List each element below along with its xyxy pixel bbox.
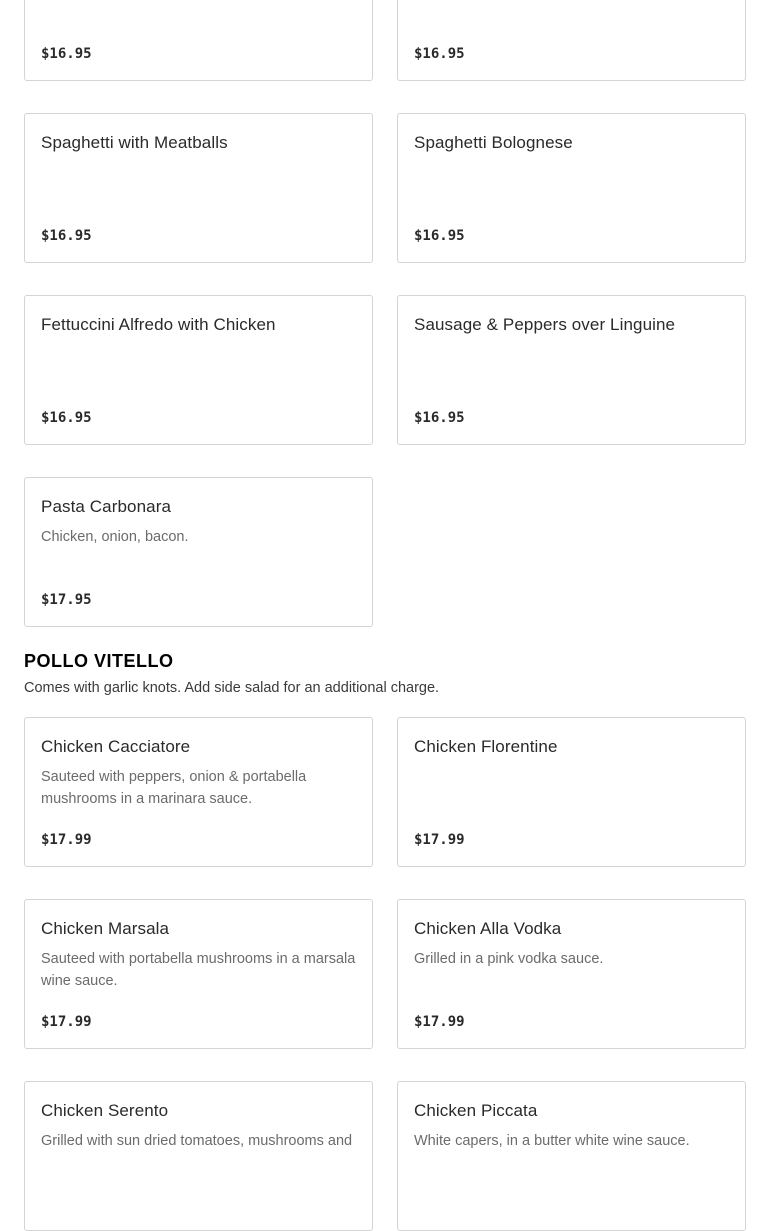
menu-item-name: Chicken Piccata (414, 1101, 538, 1120)
menu-item-description: Sauteed with portabella mushrooms in a marsala wine sauce. (41, 951, 356, 989)
menu-item-chicken-marsala[interactable] (24, 899, 373, 1049)
menu-item-price: $16.95 (414, 46, 465, 62)
menu-item-chicken-alla-vodka[interactable] (397, 899, 746, 1049)
menu-item-name: Chicken Marsala (41, 919, 170, 938)
menu-item-sausage-peppers[interactable] (397, 295, 746, 445)
menu-item-price: $16.95 (41, 410, 92, 426)
section-title: POLLO VITELLO (24, 651, 174, 671)
menu-item-name: Fettuccini Alfredo with Chicken (41, 315, 276, 334)
menu-item-price: $17.99 (414, 832, 465, 848)
menu-item-name: Chicken Alla Vodka (414, 919, 562, 938)
menu-item-name: Chicken Florentine (414, 737, 558, 756)
menu-item-price: $17.99 (414, 1014, 465, 1030)
menu-item-fettuccini-alfredo[interactable] (24, 295, 373, 445)
menu-item-price: $17.99 (41, 832, 92, 848)
menu-item-name: Pasta Carbonara (41, 497, 172, 516)
menu-item-name: Chicken Serento (41, 1101, 169, 1120)
menu-item-description: White capers, in a butter white wine sauce. (414, 1133, 690, 1149)
menu-item-price: $16.95 (41, 228, 92, 244)
menu-item-spaghetti-meatballs[interactable] (24, 113, 373, 263)
menu-item-price: $16.95 (414, 410, 465, 426)
menu-item-description: Grilled with sun dried tomatoes, mushrooms and (41, 1133, 353, 1149)
menu-item-chicken-serento[interactable] (24, 1081, 373, 1231)
menu-item-name: Chicken Cacciatore (41, 737, 191, 756)
menu-item-name: Sausage & Peppers over Linguine (414, 315, 676, 334)
menu-item-spaghetti-bolognese[interactable] (397, 113, 746, 263)
menu-item-pasta-carbonara[interactable] (24, 477, 373, 627)
section-subtitle: Comes with garlic knots. Add side salad for an additional charge. (24, 680, 440, 696)
menu-item-price: $16.95 (414, 228, 465, 244)
menu-item-description: Chicken, onion, bacon. (41, 529, 189, 545)
menu-item-card[interactable] (397, 0, 746, 81)
menu-item-description: Grilled in a pink vodka sauce. (414, 951, 604, 967)
menu-item-chicken-florentine[interactable] (397, 717, 746, 867)
menu-item-price: $17.99 (41, 1014, 92, 1030)
menu-item-chicken-piccata[interactable] (397, 1081, 746, 1231)
menu-item-description: Sauteed with peppers, onion & portabella mushrooms in a marinara sauce. (41, 769, 307, 807)
menu-item-price: $16.95 (41, 46, 92, 62)
menu-item-chicken-cacciatore[interactable] (24, 717, 373, 867)
menu-item-card[interactable] (24, 0, 373, 81)
menu-item-name: Spaghetti Bolognese (414, 133, 573, 152)
menu-item-price: $17.95 (41, 592, 92, 608)
menu-item-name: Spaghetti with Meatballs (41, 133, 228, 152)
